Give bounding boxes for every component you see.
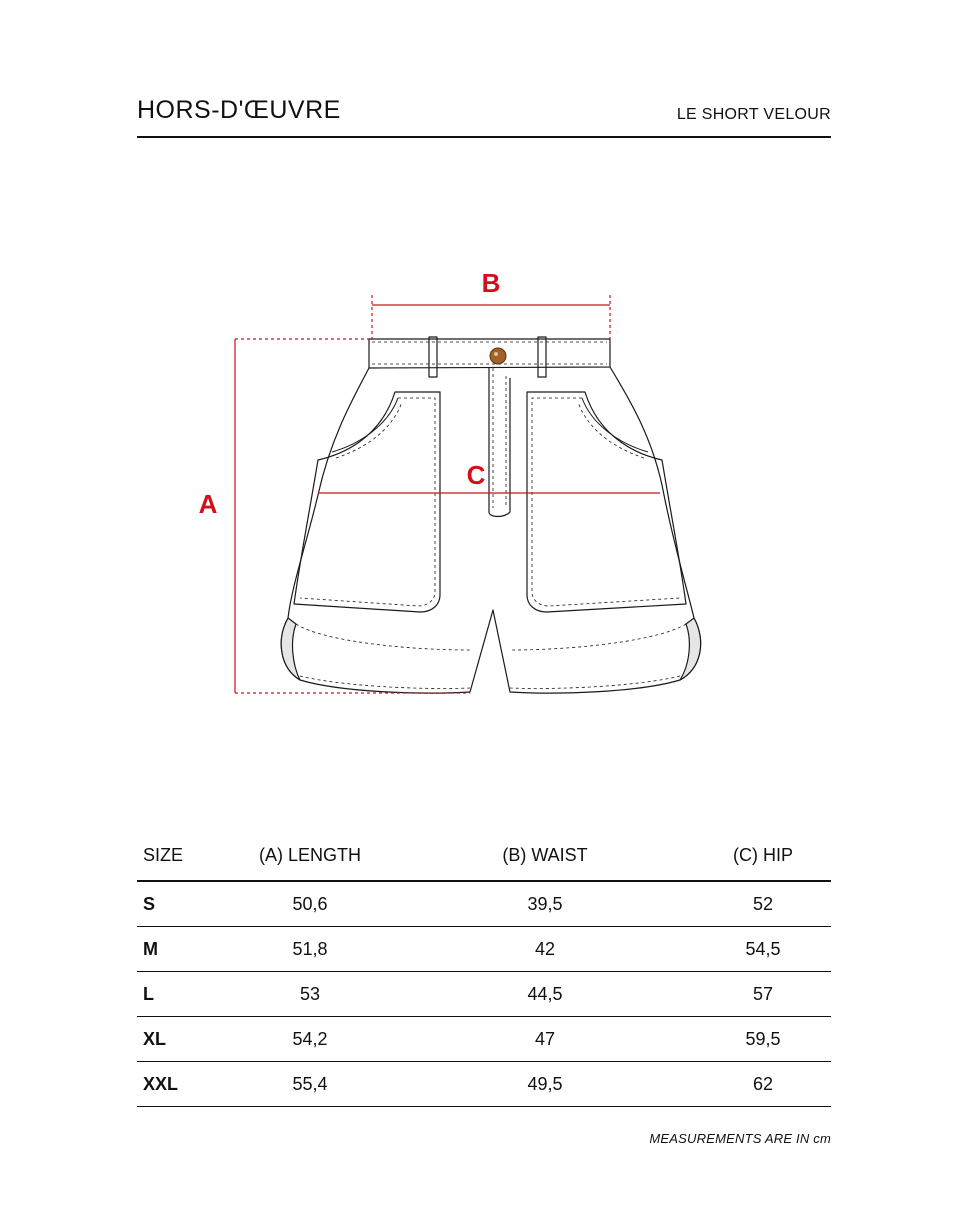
waist-cell: 44,5 xyxy=(395,972,695,1017)
table-row xyxy=(137,927,831,972)
size-cell: XL xyxy=(137,1017,225,1062)
shorts-outline xyxy=(281,367,700,693)
column-header-waist: (B) WAIST xyxy=(395,830,695,881)
belt-loop-right xyxy=(538,337,546,377)
waist-cell: 47 xyxy=(395,1017,695,1062)
column-header-size: SIZE xyxy=(137,830,225,881)
length-cell: 53 xyxy=(225,972,395,1017)
label-b: B xyxy=(481,268,501,298)
length-cell: 51,8 xyxy=(225,927,395,972)
brand-logo: HORS-D'ŒUVRE xyxy=(137,96,341,124)
length-cell: 54,2 xyxy=(225,1017,395,1062)
pocket-right xyxy=(527,392,686,612)
waistband xyxy=(369,339,610,368)
column-header-length: (A) LENGTH xyxy=(225,830,395,881)
table-row xyxy=(137,972,831,1017)
hip-cell: 57 xyxy=(695,972,831,1017)
hip-cell: 52 xyxy=(695,881,831,927)
size-cell: M xyxy=(137,927,225,972)
measurement-unit-note: MEASUREMENTS ARE IN cm xyxy=(649,1131,831,1146)
size-cell: L xyxy=(137,972,225,1017)
hip-cell: 62 xyxy=(695,1062,831,1107)
length-cell: 55,4 xyxy=(225,1062,395,1107)
length-cell: 50,6 xyxy=(225,881,395,927)
column-header-hip: (C) HIP xyxy=(695,830,831,881)
header-divider xyxy=(137,136,831,138)
table-row xyxy=(137,881,831,927)
hip-cell: 59,5 xyxy=(695,1017,831,1062)
table-header-row xyxy=(137,830,831,881)
waist-cell: 42 xyxy=(395,927,695,972)
waist-cell: 49,5 xyxy=(395,1062,695,1107)
size-chart-table xyxy=(137,830,831,1107)
hip-cell: 54,5 xyxy=(695,927,831,972)
belt-loop-left xyxy=(429,337,437,377)
size-cell: XXL xyxy=(137,1062,225,1107)
waist-button xyxy=(490,348,506,364)
label-a: A xyxy=(198,489,218,519)
label-c: C xyxy=(466,460,486,490)
table-row xyxy=(137,1062,831,1107)
fly xyxy=(489,368,510,517)
size-cell: S xyxy=(137,881,225,927)
product-title: LE SHORT VELOUR xyxy=(676,106,831,123)
waist-cell: 39,5 xyxy=(395,881,695,927)
table-row xyxy=(137,1017,831,1062)
shorts-measurement-diagram xyxy=(180,255,720,715)
